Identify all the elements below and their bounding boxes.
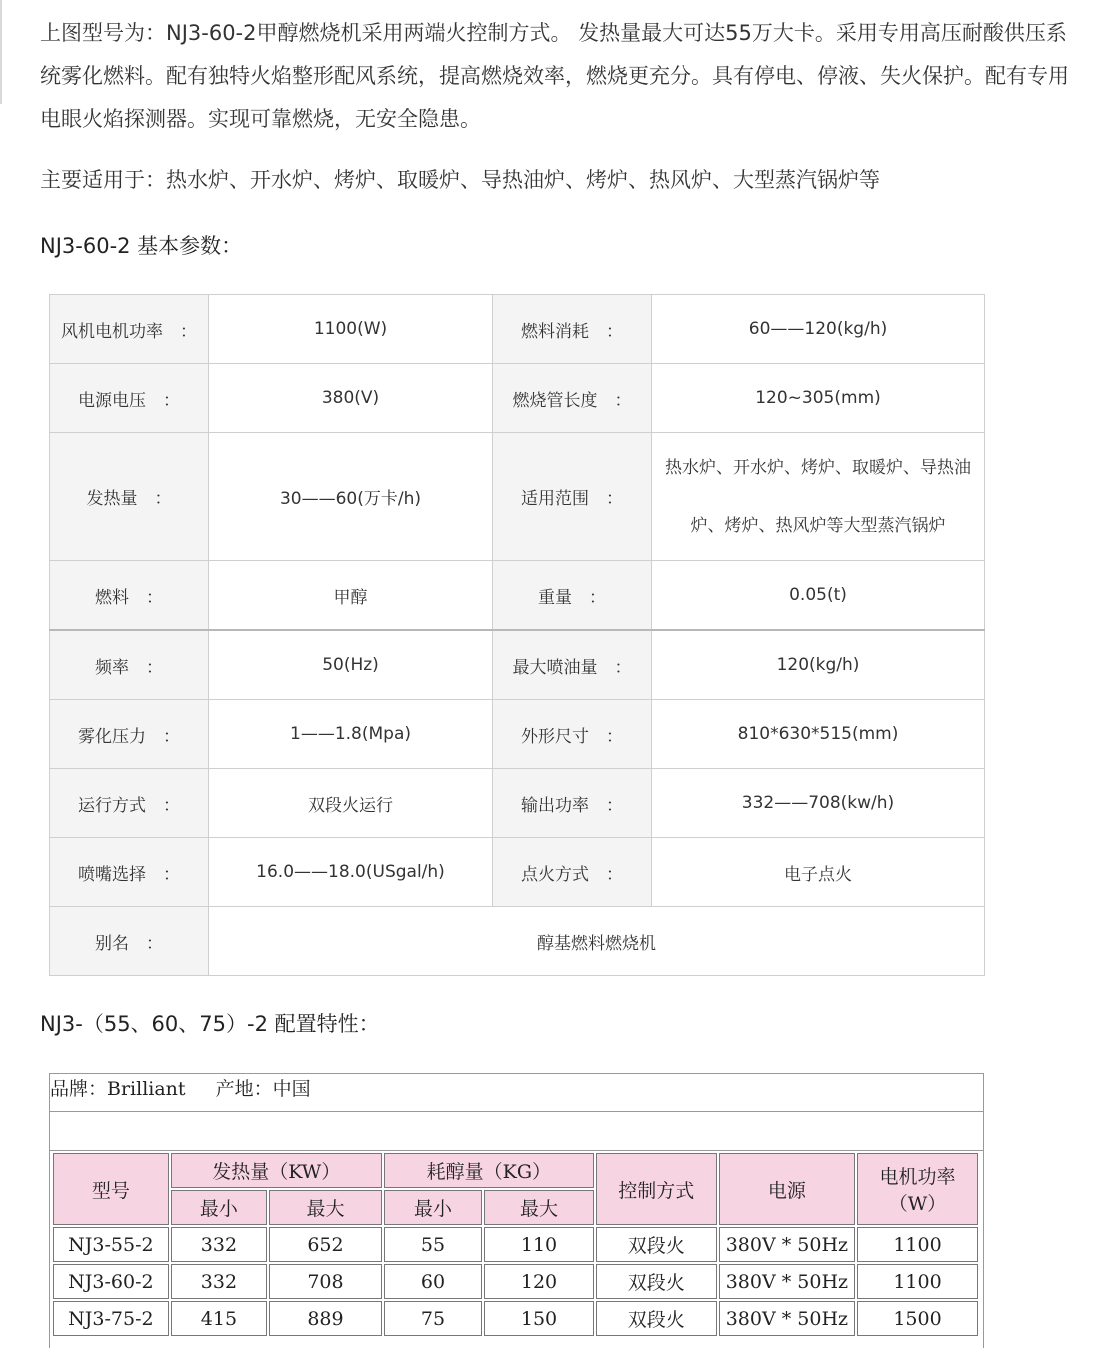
- param-value: 120(kg/h): [652, 630, 985, 700]
- table-cell: 415: [171, 1301, 267, 1336]
- param-value: 0.05(t): [652, 561, 985, 631]
- basic-params-table: [49, 294, 985, 976]
- table-cell: NJ3-75-2: [53, 1301, 169, 1336]
- table-cell: 75: [384, 1301, 482, 1336]
- table-cell: 120: [484, 1264, 594, 1299]
- param-label: 点火方式 ：: [493, 838, 652, 907]
- param-label: 电源电压 ：: [50, 364, 209, 433]
- config-table: [51, 1151, 980, 1338]
- table-row: [50, 838, 985, 907]
- param-label: 喷嘴选择 ：: [50, 838, 209, 907]
- param-value: 120~305(mm): [652, 364, 985, 433]
- brand-origin-row: [50, 1074, 983, 1112]
- param-label: 频率 ：: [50, 630, 209, 700]
- col-header-max: 最大: [484, 1190, 594, 1225]
- empty-row: [50, 1112, 983, 1151]
- param-value: 甲醇: [209, 561, 493, 631]
- param-value-line: 炉、烤炉、热风炉等大型蒸汽锅炉: [690, 515, 946, 536]
- table-cell: 1100: [857, 1227, 978, 1262]
- param-value: 1——1.8(Mpa): [209, 700, 493, 769]
- param-value: 60——120(kg/h): [652, 295, 985, 364]
- col-header-alcohol: 耗醇量（KG）: [384, 1153, 594, 1188]
- table-cell: NJ3-55-2: [53, 1227, 169, 1262]
- param-value: 380(V): [209, 364, 493, 433]
- table-cell: 889: [269, 1301, 382, 1336]
- table-cell: 1100: [857, 1264, 978, 1299]
- param-label: 适用范围 ：: [493, 433, 652, 561]
- table-cell: 708: [269, 1264, 382, 1299]
- param-label: 最大喷油量 ：: [493, 630, 652, 700]
- table-cell: 1500: [857, 1301, 978, 1336]
- param-value: 16.0——18.0(USgal/h): [209, 838, 493, 907]
- param-label: 重量 ：: [493, 561, 652, 631]
- table-row: [50, 907, 985, 976]
- param-value: 1100(W): [209, 295, 493, 364]
- param-value: 30——60(万卡/h): [209, 433, 493, 561]
- col-header-motor: 电机功率（W）: [857, 1153, 978, 1225]
- table-row: [50, 769, 985, 838]
- param-label: 燃料 ：: [50, 561, 209, 631]
- intro-line: 统雾化燃料。配有独特火焰整形配风系统，提高燃烧效率，燃烧更充分。具有停电、停液、失火保护。配有专用: [40, 64, 1069, 88]
- param-label: 燃烧管长度 ：: [493, 364, 652, 433]
- table-cell: 双段火: [596, 1264, 717, 1299]
- table-cell: 双段火: [596, 1227, 717, 1262]
- table-cell: NJ3-60-2: [53, 1264, 169, 1299]
- left-divider: [0, 0, 2, 104]
- table-cell: 150: [484, 1301, 594, 1336]
- param-value: 醇基燃料燃烧机: [209, 907, 985, 976]
- intro-paragraph: [40, 12, 1090, 141]
- param-label: 燃料消耗 ：: [493, 295, 652, 364]
- origin-text: 产地：中国: [215, 1078, 311, 1100]
- intro-line: 电眼火焰探测器。实现可靠燃烧，无安全隐患。: [40, 107, 481, 131]
- col-header-control: 控制方式: [596, 1153, 717, 1225]
- param-value-line: 热水炉、开水炉、烤炉、取暖炉、导热油: [665, 457, 971, 478]
- table-cell: 380V * 50Hz: [719, 1301, 855, 1336]
- col-header-heat: 发热量（KW）: [171, 1153, 382, 1188]
- table-cell: 110: [484, 1227, 594, 1262]
- param-label: 运行方式 ：: [50, 769, 209, 838]
- col-header-min: 最小: [171, 1190, 267, 1225]
- table-row: [50, 700, 985, 769]
- param-value: 50(Hz): [209, 630, 493, 700]
- table-cell: 双段火: [596, 1301, 717, 1336]
- table-row: [53, 1301, 978, 1336]
- param-value: 电子点火: [652, 838, 985, 907]
- param-value: 双段火运行: [209, 769, 493, 838]
- col-header-model: 型号: [53, 1153, 169, 1225]
- param-label: 发热量 ：: [50, 433, 209, 561]
- table-row: [50, 364, 985, 433]
- table-cell: 332: [171, 1227, 267, 1262]
- param-value: 332——708(kw/h): [652, 769, 985, 838]
- config-heading: NJ3-（55、60、75）-2 配置特性：: [40, 1012, 380, 1036]
- param-value: [652, 433, 985, 561]
- param-label: 外形尺寸 ：: [493, 700, 652, 769]
- config-table-frame: [49, 1073, 984, 1348]
- table-cell: 380V * 50Hz: [719, 1227, 855, 1262]
- brand-text: 品牌：Brilliant: [50, 1078, 186, 1100]
- table-header-row: [53, 1153, 978, 1188]
- table-cell: 332: [171, 1264, 267, 1299]
- param-label: 输出功率 ：: [493, 769, 652, 838]
- param-value: 810*630*515(mm): [652, 700, 985, 769]
- table-row: [50, 433, 985, 561]
- table-cell: 60: [384, 1264, 482, 1299]
- col-header-min: 最小: [384, 1190, 482, 1225]
- table-row: [50, 561, 985, 631]
- col-header-power: 电源: [719, 1153, 855, 1225]
- param-label: 风机电机功率 ：: [50, 295, 209, 364]
- table-cell: 652: [269, 1227, 382, 1262]
- params-heading: NJ3-60-2 基本参数：: [40, 234, 243, 258]
- intro-line: 上图型号为：NJ3-60-2甲醇燃烧机采用两端火控制方式。 发热量最大可达55万大卡。采用专用高压耐酸供压系: [40, 21, 1067, 45]
- table-row: [53, 1264, 978, 1299]
- table-row: [53, 1227, 978, 1262]
- table-row: [50, 630, 985, 700]
- applications-text: 主要适用于：热水炉、开水炉、烤炉、取暖炉、导热油炉、烤炉、热风炉、大型蒸汽锅炉等: [40, 168, 880, 192]
- param-label: 别名 ：: [50, 907, 209, 976]
- param-label: 雾化压力 ：: [50, 700, 209, 769]
- table-cell: 380V * 50Hz: [719, 1264, 855, 1299]
- table-cell: 55: [384, 1227, 482, 1262]
- table-row: [50, 295, 985, 364]
- col-header-max: 最大: [269, 1190, 382, 1225]
